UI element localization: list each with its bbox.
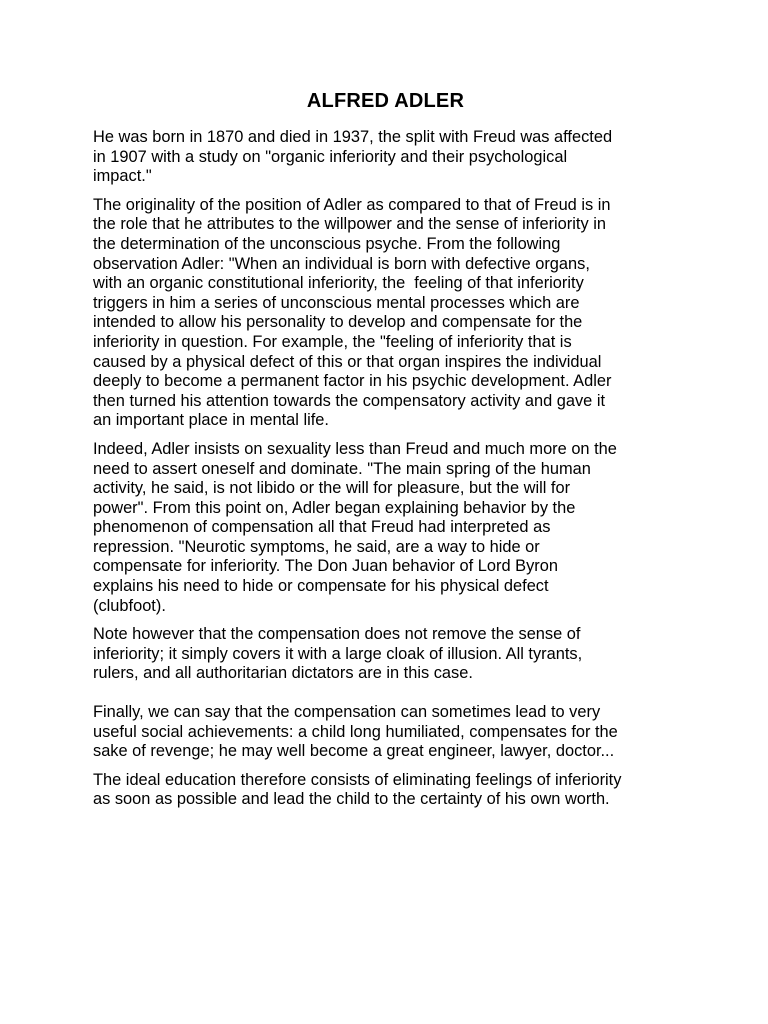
- paragraph-will-to-power: Indeed, Adler insists on sexuality less than Freud and much more on the need to assert oneself and dominate. "The main spring of the human activity, he said, is not libido or the will for pleasure, but the will for power". From this point on, Adler began explaining behavior by the phenomenon of compensation all that Freud had interpreted as repression. "Neurotic symptoms, he said, are a way to hide or compensate for inferiority. The Don Juan behavior of Lord Byron explains his need to hide or compensate for his physical defect (clubfoot).: [93, 439, 617, 615]
- document-page: [93, 88, 678, 819]
- paragraph-birth-and-split: He was born in 1870 and died in 1937, the split with Freud was affected in 1907 with a study on "organic inferiority and their psychological impact.": [93, 128, 613, 186]
- paragraph-originality: The originality of the position of Adler as compared to that of Freud is in the role that he attributes to the willpower and the sense of inferiority in the determination of the unconscious psyche. From the following observation Adler: "When an individual is born with defective organs, with an organic constitutional inferiority, the feeling of that inferiority triggers in him a series of unconscious mental processes which are intended to allow his personality to develop and compensate for the inferiority in question. For example, the "feeling of inferiority that is caused by a physical defect of this or that organ inspires the individual deeply to become a permanent factor in his psychic development. Adler then turned his attention towards the compensatory activity and gave it an important place in mental life.: [93, 195, 612, 430]
- document-title: ALFRED ADLER: [306, 90, 465, 112]
- paragraph-social-achievements: Finally, we can say that the compensation can sometimes lead to very useful social achievements: a child long humiliated, compensates for the sake of revenge; he may well become a great engineer, lawyer, doctor...: [93, 703, 618, 761]
- paragraph-compensation-illusion: Note however that the compensation does not remove the sense of inferiority; it simply covers it with a large cloak of illusion. All tyrants, rulers, and all authoritarian dictators are in this case.: [93, 625, 583, 683]
- paragraph-ideal-education: The ideal education therefore consists of eliminating feelings of inferiority as soon as possible and lead the child to the certainty of his own worth.: [93, 770, 622, 809]
